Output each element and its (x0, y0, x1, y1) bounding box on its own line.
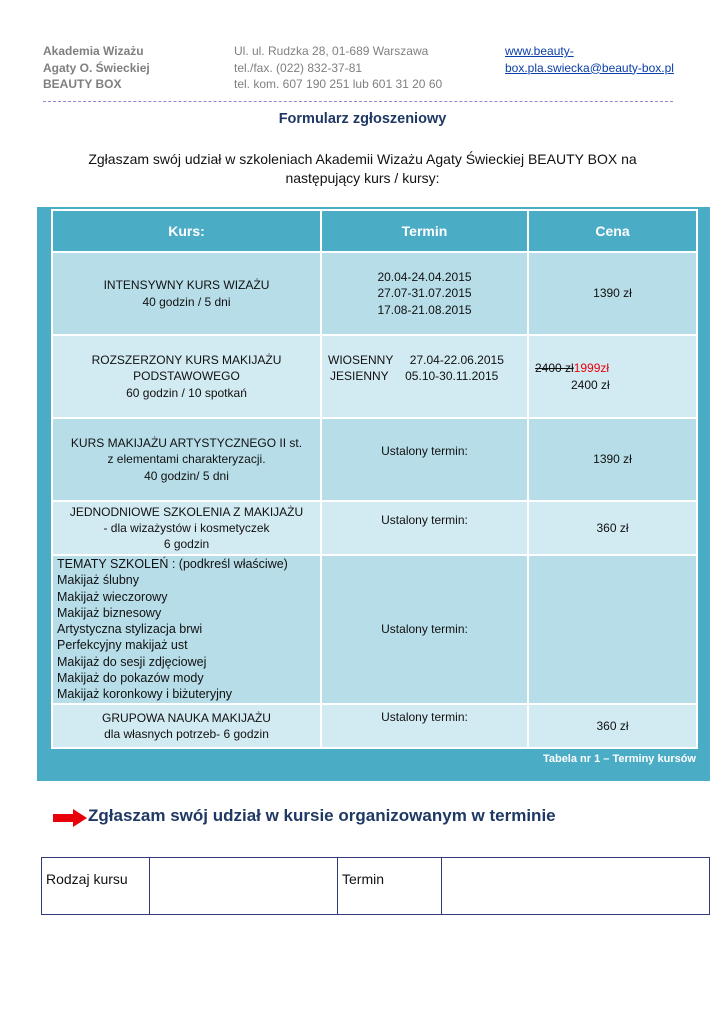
course-cell: ROZSZERZONY KURS MAKIJAŻU PODSTAWOWEGO 60 godzin / 10 spotkań (52, 335, 321, 418)
term-header: Termin (321, 210, 528, 252)
table-caption: Tabela nr 1 – Terminy kursów (542, 753, 696, 765)
course-cell: KURS MAKIJAŻU ARTYSTYCZNEGO II st. z elementami charakteryzacji. 40 godzin/ 5 dni (52, 418, 321, 501)
regular-price: 2400 zł (571, 377, 610, 392)
owner-name: Agaty O. Świeckiej (43, 60, 150, 75)
price-cell: 1390 zł (528, 418, 697, 501)
price-header: Cena (528, 210, 697, 252)
courses-table (51, 209, 698, 749)
term-cell: Ustalony termin: (321, 704, 528, 748)
old-price: 2400 zł (535, 361, 574, 376)
price-cell: 360 zł (528, 501, 697, 555)
price-cell (528, 555, 697, 704)
course-cell: INTENSYWNY KURS WIZAŻU 40 godzin / 5 dni (52, 252, 321, 335)
table-row (52, 704, 697, 748)
signup-form-table (41, 857, 710, 915)
course-header: Kurs: (52, 210, 321, 252)
table-row (52, 252, 697, 335)
promo-price: 1999zł (573, 361, 610, 376)
website-link[interactable]: www.beauty- (505, 44, 574, 58)
email-link[interactable]: box.pla.swiecka@beauty-box.pl (505, 60, 674, 75)
term-cell: Ustalony termin: (321, 418, 528, 501)
table-row (52, 555, 697, 704)
course-type-label: Rodzaj kursu (42, 858, 150, 915)
course-type-field[interactable] (150, 858, 338, 915)
price-cell (528, 335, 697, 418)
phone-fax: tel./fax. (022) 832-37-81 (234, 60, 363, 75)
academy-name: Akademia Wizażu (43, 44, 144, 58)
web-contact-block (505, 43, 674, 76)
address: Ul. ul. Rudzka 28, 01-689 Warszawa (234, 44, 429, 58)
intro-text: Zgłaszam swój udział w szkoleniach Akademii Wizażu Agaty Świeckiej BEAUTY BOX na następujący kurs / kursy: (88, 151, 637, 186)
contact-block (234, 43, 442, 93)
mobile-phone: tel. kom. 607 190 251 lub 601 31 20 60 (234, 77, 443, 91)
price-cell: 360 zł (528, 704, 697, 748)
brand-name: BEAUTY BOX (43, 77, 122, 91)
term-cell: Ustalony termin: (321, 555, 528, 704)
term-field[interactable] (442, 858, 710, 915)
term-label: Termin (338, 858, 442, 915)
term-cell: 20.04-24.04.2015 27.07-31.07.2015 17.08-21.08.2015 (321, 252, 528, 335)
term-cell: WIOSENNY 27.04-22.06.2015 JESIENNY 05.10-30.11.2015 (321, 335, 528, 418)
form-title: Formularz zgłoszeniowy (278, 111, 447, 127)
academy-name-block (43, 43, 150, 93)
course-cell: GRUPOWA NAUKA MAKIJAŻU dla własnych potrzeb- 6 godzin (52, 704, 321, 748)
signup-heading: Zgłaszam swój udział w kursie organizowanym w terminie (88, 806, 556, 825)
topics-cell: TEMATY SZKOLEŃ : (podkreśl właściwe) Makijaż ślubny Makijaż wieczorowy Makijaż biznesowy Artystyczna stylizacja brwi Perfekcyjny makijaż ust Makijaż do sesji zdjęciowej Makijaż do pokazów mody Makijaż koronkowy i biżuteryjny (52, 555, 321, 704)
course-cell: JEDNODNIOWE SZKOLENIA Z MAKIJAŻU - dla wizażystów i kosmetyczek 6 godzin (52, 501, 321, 555)
right-arrow-icon (53, 808, 87, 828)
table-row (52, 418, 697, 501)
price-cell: 1390 zł (528, 252, 697, 335)
table-row (52, 335, 697, 418)
term-cell: Ustalony termin: (321, 501, 528, 555)
table-row (52, 501, 697, 555)
header-divider (43, 101, 673, 102)
